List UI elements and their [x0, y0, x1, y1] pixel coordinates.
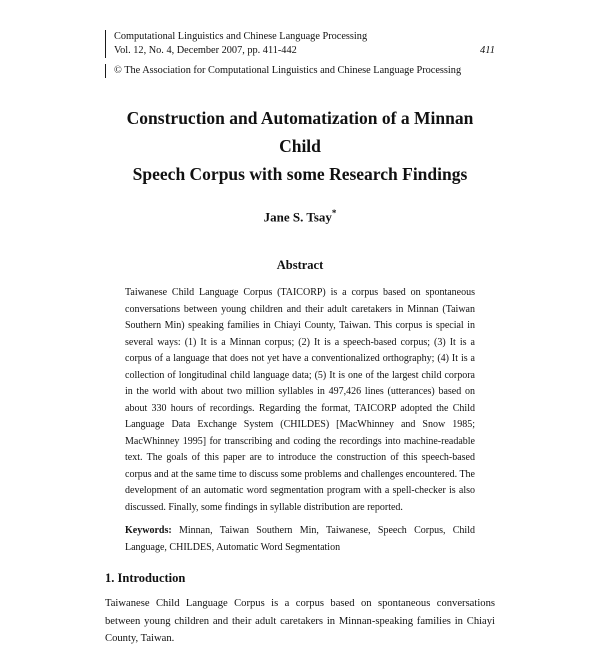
volume-info: Vol. 12, No. 4, December 2007, pp. 411-442: [114, 45, 297, 56]
journal-name: Computational Linguistics and Chinese Language Processing: [114, 31, 368, 42]
keywords-label: Keywords:: [125, 525, 172, 537]
abstract-heading: Abstract: [276, 258, 324, 273]
introduction-paragraph: Taiwanese Child Language Corpus is a corpus based on spontaneous conversations between young children and their adult caretakers in Minnan-speaking families in Chiayi County, Taiwan.: [105, 598, 495, 645]
author-line: [105, 205, 495, 225]
volume-line: [114, 44, 495, 58]
copyright-block: [105, 64, 495, 78]
paper-title: [105, 104, 495, 188]
keywords-text: Minnan, Taiwan Southern Min, Taiwanese, Speech Corpus, Child Language, CHILDES, Automatic Word Segmentation: [125, 525, 475, 553]
page-number: 411: [480, 45, 495, 56]
journal-header: [105, 30, 495, 58]
paper-title-line1: Construction and Automatization of a Minnan Child: [126, 108, 474, 156]
keywords-line: [125, 523, 475, 556]
author-footnote-marker: *: [331, 208, 337, 218]
abstract-text: Taiwanese Child Language Corpus (TAICORP) is a corpus based on spontaneous conversations between young children and their adult caretakers in Minnan (Taiwan Southern Min) speaking families in Chiayi County, Taiwan. This corpus is special in several ways: (1) It is a Minnan corpus; (2) It is a speech-based corpus; (3) It is a corpus of a language that does not yet have a conventionalized orthography; (4) It is a collection of longitudinal child language data; (5) It is one of the largest child corpora in the world with about two million syllables in 497,426 lines (utterances) based on about 330 hours of recordings. Regarding the format, TAICORP adopted the Child Language Data Exchange System (CHILDES) [MacWhinney and Snow 1985; MacWhinney 1995] for transcribing and coding the recordings into machine-readable text. The goals of this paper are to introduce the construction of this speech-based corpus and at the same time to discuss some problems and challenges encountered. The development of an automatic word segmentation program with a spell-checker is also discussed. Finally, some findings in syllable distribution are reported.: [125, 287, 475, 513]
author-name: Jane S. Tsay: [263, 209, 332, 225]
paper-title-line2: Speech Corpus with some Research Findings: [132, 164, 468, 184]
copyright-line: © The Association for Computational Linguistics and Chinese Language Processing: [114, 65, 462, 76]
section-heading-introduction: 1. Introduction: [105, 571, 186, 586]
